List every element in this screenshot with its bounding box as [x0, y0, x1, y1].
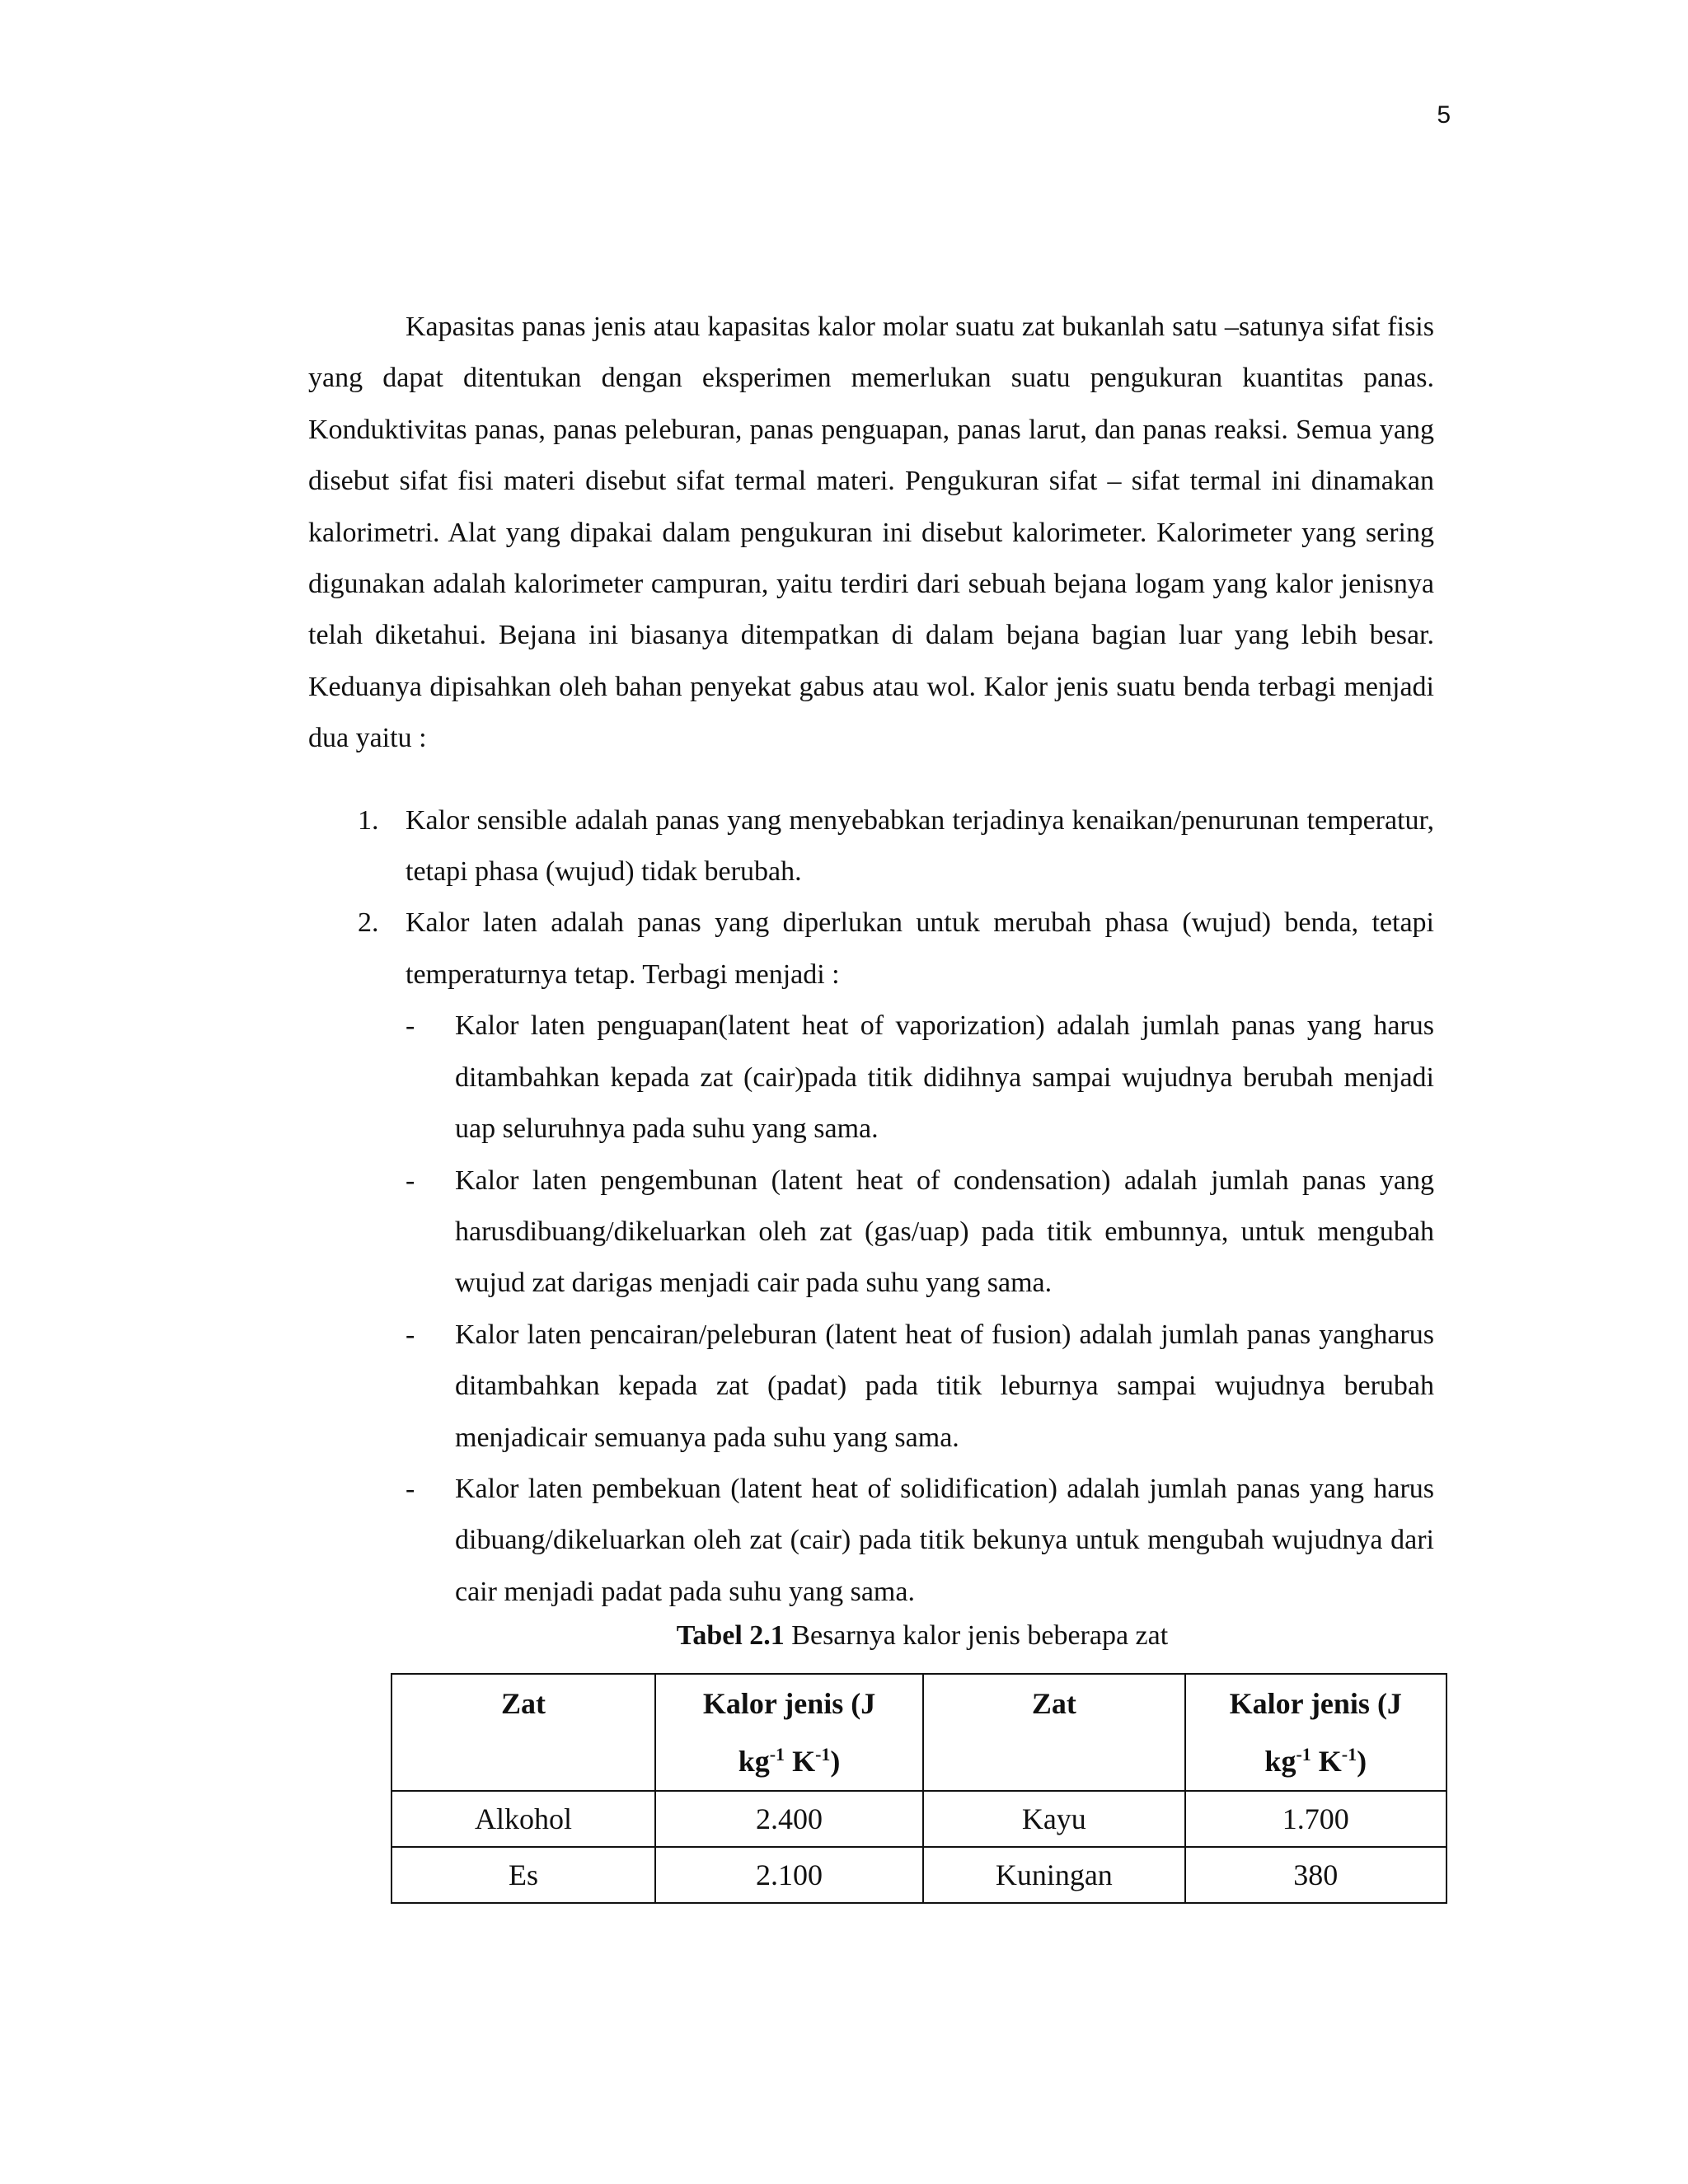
sublist-item-peleburan [406, 1310, 1434, 1464]
page-number: 5 [1437, 101, 1451, 129]
sublist-item-text: Kalor laten penguapan(latent heat of vaporization) adalah jumlah panas yang harus ditambahkan kepada zat (cair)pada titik didihnya sampai wujudnya berubah menjadi uap seluruhnya pada suhu yang sama. [455, 1010, 1434, 1145]
header-kalor-jenis-1 [655, 1674, 923, 1791]
dash-bullet: - [406, 1319, 415, 1350]
table-cell-zat: Kayu [923, 1791, 1184, 1847]
header-unit-kg: kg [738, 1745, 770, 1778]
header-exponent: -1 [1296, 1744, 1311, 1765]
table-caption-label: Tabel 2.1 [676, 1620, 785, 1651]
header-unit-kg: kg [1264, 1745, 1296, 1778]
list-item-text: Kalor laten adalah panas yang diperlukan untuk merubah phasa (wujud) benda, tetapi temperaturnya tetap. Terbagi menjadi : [406, 907, 1434, 990]
dash-bullet: - [406, 1473, 415, 1504]
table-row [392, 1847, 1447, 1903]
kalor-types-list [308, 795, 1434, 1619]
sublist-item-pengembunan [406, 1155, 1434, 1310]
table-caption [308, 1615, 1536, 1657]
table-cell-kalor-jenis: 2.100 [655, 1847, 923, 1903]
document-body [308, 302, 1434, 1618]
header-zat-1: Zat [392, 1674, 655, 1791]
header-unit-k: K [1311, 1745, 1342, 1778]
header-text: Kalor jenis (J [702, 1687, 876, 1720]
table-cell-zat: Kuningan [923, 1847, 1184, 1903]
list-item-kalor-laten [308, 898, 1434, 1618]
table-cell-zat: Es [392, 1847, 655, 1903]
dash-bullet: - [406, 1010, 415, 1042]
intro-paragraph: Kapasitas panas jenis atau kapasitas kalor molar suatu zat bukanlah satu –satunya sifat fisis yang dapat ditentukan dengan eksperimen memerlukan suatu pengukuran kuantitas panas. Konduktivitas panas, panas peleburan, panas penguapan, panas larut, dan panas reaksi. Semua yang disebut sifat fisi materi disebut sifat termal materi. Pengukuran sifat – sifat termal ini dinamakan kalorimetri. Alat yang dipakai dalam pengukuran ini disebut kalorimeter. Kalorimeter yang sering digunakan adalah kalorimeter campuran, yaitu terdiri dari sebuah bejana logam yang kalor jenisnya telah diketahui. Bejana ini biasanya ditempatkan di dalam bejana bagian luar yang lebih besar. Keduanya dipisahkan oleh bahan penyekat gabus atau wol. Kalor jenis suatu benda terbagi menjadi dua yaitu : [308, 312, 1434, 754]
header-unit-k: K [785, 1745, 816, 1778]
sublist-item-text: Kalor laten pengembunan (latent heat of condensation) adalah jumlah panas yang harusdibuang/dikeluarkan oleh zat (gas/uap) pada titik embunnya, untuk mengubah wujud zat darigas menjadi cair pada suhu yang sama. [455, 1165, 1434, 1299]
header-exponent: -1 [769, 1744, 785, 1765]
list-item-text: Kalor sensible adalah panas yang menyebabkan terjadinya kenaikan/penurunan temperatur, tetapi phasa (wujud) tidak berubah. [406, 804, 1434, 888]
table-header-row [392, 1674, 1447, 1791]
list-number: 2. [358, 907, 379, 939]
sublist-item-pembekuan [406, 1464, 1434, 1618]
header-close-paren: ) [1357, 1745, 1367, 1778]
table-row [392, 1791, 1447, 1847]
kalor-jenis-table [391, 1673, 1447, 1904]
sublist-item-text: Kalor laten pencairan/peleburan (latent heat of fusion) adalah jumlah panas yangharus ditambahkan kepada zat (padat) pada titik leburnya sampai wujudnya berubah menjadicair semuanya pada suhu yang sama. [455, 1319, 1434, 1453]
header-kalor-jenis-2 [1185, 1674, 1447, 1791]
list-item-kalor-sensible [308, 795, 1434, 898]
header-exponent: -1 [1341, 1744, 1357, 1765]
table-cell-kalor-jenis: 380 [1185, 1847, 1447, 1903]
table-caption-text: Besarnya kalor jenis beberapa zat [784, 1620, 1169, 1651]
sublist-item-text: Kalor laten pembekuan (latent heat of solidification) adalah jumlah panas yang harus dibuang/dikeluarkan oleh zat (cair) pada titik bekunya untuk mengubah wujudnya dari cair menjadi padat pada suhu yang sama. [455, 1473, 1434, 1607]
table-cell-kalor-jenis: 1.700 [1185, 1791, 1447, 1847]
table-cell-zat: Alkohol [392, 1791, 655, 1847]
header-text: Kalor jenis (J [1229, 1687, 1402, 1720]
kalor-laten-sublist [406, 1001, 1434, 1618]
table-cell-kalor-jenis: 2.400 [655, 1791, 923, 1847]
header-close-paren: ) [830, 1745, 841, 1778]
sublist-item-penguapan [406, 1001, 1434, 1155]
list-number: 1. [358, 804, 379, 836]
header-exponent: -1 [815, 1744, 831, 1765]
header-zat-2: Zat [923, 1674, 1184, 1791]
dash-bullet: - [406, 1165, 415, 1196]
